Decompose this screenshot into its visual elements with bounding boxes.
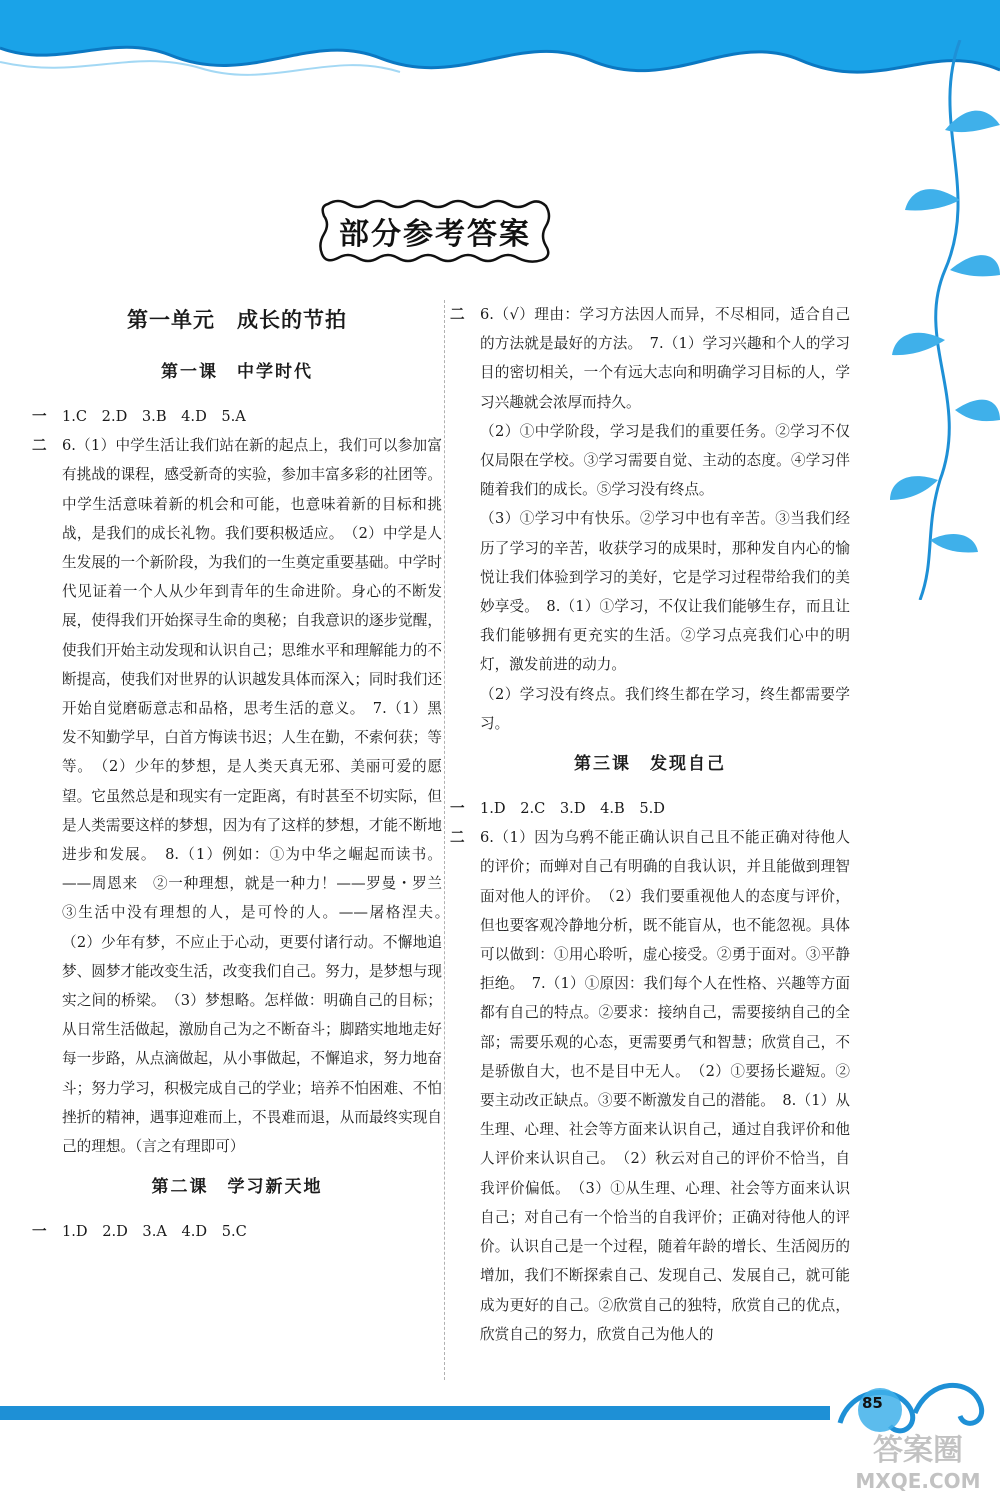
answer-text: 6.（√）理由：学习方法因人而异，不尽相同，适合自己的方法就是最好的方法。 7.（1）学习兴趣和个人的学习目的密切相关，一个有远大志向和明确学习目标的人，学习兴趣就会浓厚而持久。 — [480, 306, 850, 411]
section-marker: 二 — [450, 829, 465, 847]
answer-text: （3）①学习中有快乐。②学习中也有辛苦。③当我们经历了学习的辛苦，收获学习的成果时，那种发自内心的愉悦让我们体验到学习的美好，它是学习过程带给我们的美妙享受。 8.（1）①学习，不仅让我们能够生存，而且让我们能够拥有更充实的生活。②学习点亮我们心中的明灯，激发前进的动力。 — [480, 510, 850, 674]
svg-text:答案圈: 答案圈 — [873, 1433, 963, 1468]
vine-decoration-icon — [850, 40, 1000, 600]
answer-item — [32, 431, 457, 1161]
section-marker: 一 — [32, 1223, 47, 1241]
section-marker: 二 — [32, 437, 47, 455]
left-column — [32, 300, 457, 1246]
page-number: 85 — [862, 1394, 883, 1412]
answer-text: 1.C 2.D 3.B 4.D 5.A — [62, 408, 246, 425]
section-marker: 一 — [32, 408, 47, 425]
answer-item — [450, 823, 850, 1349]
answer-item — [450, 794, 850, 823]
answer-text: （2）①中学阶段，学习是我们的重要任务。②学习不仅仅局限在学校。③学习需要自觉、主动的态度。④学习伴随着我们的成长。⑤学习没有终点。 — [480, 422, 850, 499]
answer-item — [32, 1217, 442, 1246]
answer-text: 1.D 2.D 3.A 4.D 5.C — [62, 1223, 247, 1241]
watermark-logo-icon — [838, 1422, 998, 1498]
answer-item — [450, 300, 850, 417]
answer-text: 1.D 2.C 3.D 4.B 5.D — [480, 800, 665, 818]
lesson-title: 第一课 中学时代 — [161, 362, 313, 382]
answer-text: （2）学习没有终点。我们终生都在学习，终生都需要学习。 — [480, 685, 850, 732]
unit-title: 第一单元 成长的节拍 — [127, 308, 347, 332]
bottom-bar — [0, 1406, 830, 1420]
answer-text: 6.（1）中学生活让我们站在新的起点上，我们可以参加富有挑战的课程，感受新奇的实验，参加丰富多彩的社团等。中学生活意味着新的机会和可能，也意味着新的目标和挑战，是我们的成长礼物。我们要积极适应。 （2）中学是人生发展的一个新阶段，为我们的一生奠定重要基础。中学时代见证着一个人从少年到青年的生命进阶。身心的不断发展，使得我们开始探寻生命的奥秘；自我意识的逐步觉醒，使我们开始主动发现和认识自己；思维水平和理解能力的不断提高，使我们对世界的认识越发具体而深入；同时我们还开始自觉磨砺意志和品格，思考生活的意义。 7.（1）黑发不知勤学早，白首方悔读书迟；人生在勤，不索何获；等等。 （2）少年的梦想，是人类天真无邪、美丽可爱的愿望。它虽然总是和现实有一定距离，有时甚至不切实际，但是人类需要这样的梦想，因为有了这样的梦想，才能不断地进步和发展。 8.（1）例如：①为中华之崛起而读书。——周恩来 ②一种理想，就是一种力！——罗曼・罗兰 ③生活中没有理想的人，是可怜的人。——屠格涅夫。 （2）少年有梦，不应止于心动，更要付诸行动。不懈地追梦、圆梦才能改变生活，改变我们自己。努力，是梦想与现实之间的桥梁。 （3）梦想略。怎样做：明确自己的目标；从日常生活做起，激励自己为之不断奋斗；脚踏实地地走好每一步路，从点滴做起，从小事做起，不懈追求，努力地奋斗；努力学习，积极完成自己的学业；培养不怕困难、不怕挫折的精神，遇事迎难而上，不畏难而退，从而最终实现自己的理想。（言之有理即可） — [62, 437, 457, 1156]
column-divider — [444, 300, 446, 1380]
section-marker: 二 — [450, 306, 465, 323]
lesson-title: 第二课 学习新天地 — [151, 1177, 323, 1198]
right-column — [450, 300, 850, 1349]
svg-text:MXQE.COM: MXQE.COM — [855, 1469, 981, 1493]
lesson-title: 第三课 发现自己 — [574, 754, 726, 775]
page-title: 部分参考答案 — [339, 217, 531, 252]
answer-text: 6.（1）因为乌鸦不能正确认识自己且不能正确对待他人的评价；而蝉对自己有明确的自我认识，并且能做到理智面对他人的评价。 （2）我们要重视他人的态度与评价，但也要客观冷静地分析，既不能盲从，也不能忽视。具体可以做到：①用心聆听，虚心接受。②勇于面对。③平静拒绝。 7.（1）①原因：我们每个人在性格、兴趣等方面都有自己的特点。②要求：接纳自己，需要接纳自己的全部；需要乐观的心态，更需要勇气和智慧；欣赏自己，不是骄傲自大，也不是目中无人。 （2）①要扬长避短。②要主动改正缺点。③要不断激发自己的潜能。 8.（1）从生理、心理、社会等方面来认识自己，通过自我评价和他人评价来认识自己。 （2）秋云对自己的评价不恰当，自我评价偏低。 （3）①从生理、心理、社会等方面来认识自己；对自己有一个恰当的自我评价；正确对待他人的评价。认识自己是一个过程，随着年龄的增长、生活阅历的增加，我们不断探索自己、发现自己、发展自己，就可能成为更好的自己。②欣赏自己的独特，欣赏自己的优点，欣赏自己的努力，欣赏自己为他人的 — [480, 829, 850, 1343]
answer-item — [32, 402, 442, 431]
section-marker: 一 — [450, 800, 465, 818]
